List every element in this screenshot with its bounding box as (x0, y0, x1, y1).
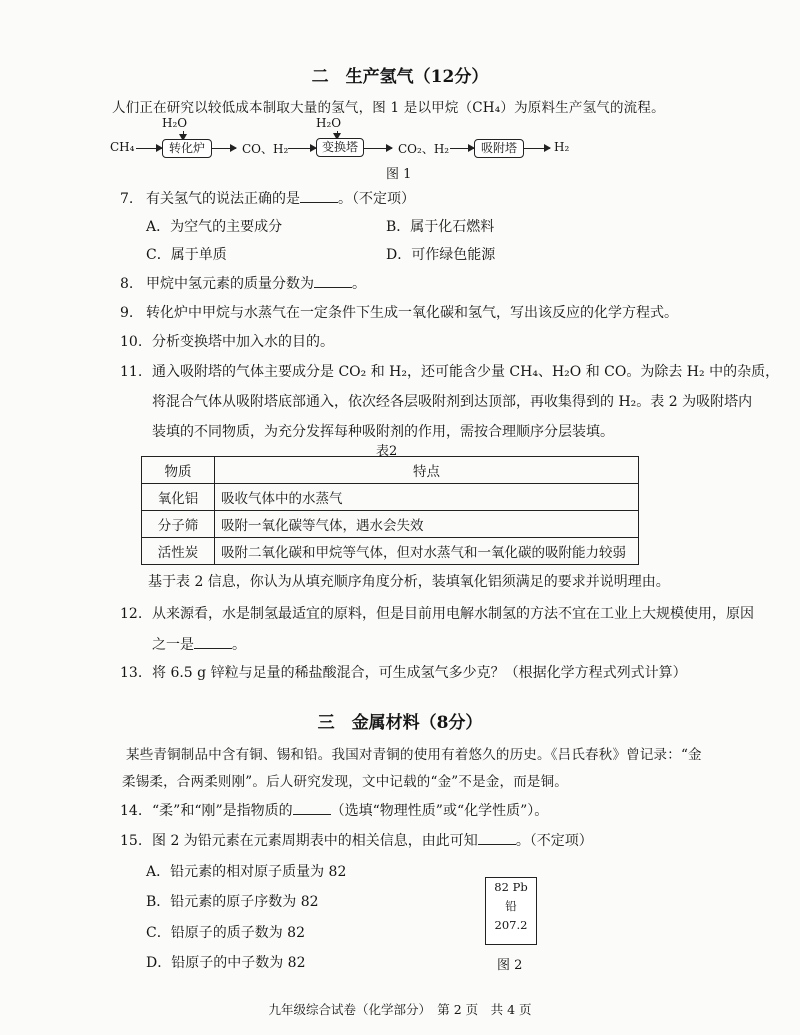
flow-box-shift: 变换塔 (316, 138, 364, 157)
question-text-line-1: 从来源看，水是制氢最适宜的原料，但是目前用电解水制氢的方法不宜在工业上大规模使用，原因 (152, 606, 754, 622)
section-title-hydrogen: 二 生产氢气（12分） (311, 67, 489, 87)
question-text: “柔”和“刚”是指物质的 (152, 803, 293, 819)
table-header-row (142, 457, 639, 484)
answer-blank[interactable] (293, 802, 331, 815)
question-text: 之一是 (152, 637, 194, 653)
table-2 (141, 456, 639, 565)
question-11-followup: 基于表 2 信息，你认为从填充顺序角度分析，装填氧化铝须满足的要求并说明理由。 (148, 574, 670, 590)
arrow-right-icon (136, 148, 162, 149)
table-row (142, 538, 639, 565)
arrow-right-icon (364, 148, 392, 149)
q7-option-a: A．为空气的主要成分 (146, 219, 283, 235)
question-text: 。（不定项） (338, 191, 415, 207)
table-cell: 吸附一氧化碳等气体，遇水会失效 (215, 511, 639, 538)
section-3-intro-line-1: 某些青铜制品中含有铜、锡和铅。我国对青铜的使用有着悠久的历史。《吕氏春秋》曾记录：“金 (126, 747, 702, 763)
question-text: 有关氢气的说法正确的是 (146, 191, 300, 207)
question-11-line-2: 将混合气体从吸附塔底部通入，依次经各层吸附剂到达顶部，再收集得到的 H₂。表 2 为吸附塔内 (152, 394, 753, 410)
section-intro: 人们正在研究以较低成本制取大量的氢气，图 1 是以甲烷（CH₄）为原料生产氢气的流程。 (112, 100, 665, 116)
question-11 (120, 361, 779, 381)
question-number: 12. (120, 606, 143, 622)
table-2-caption: 表2 (376, 444, 398, 459)
question-text: 。 (352, 276, 366, 292)
element-number-symbol: 82 Pb (494, 880, 528, 894)
question-number: 10. (120, 334, 143, 350)
question-13 (120, 662, 687, 682)
figure-2-caption: 图 2 (497, 958, 523, 973)
answer-blank[interactable] (194, 636, 232, 649)
element-name: 铅 (505, 899, 517, 913)
question-8 (120, 273, 366, 293)
page-footer: 九年级综合试卷（化学部分） 第 2 页 共 4 页 (268, 1002, 532, 1017)
element-atomic-mass: 207.2 (494, 918, 528, 932)
arrow-right-icon (450, 148, 474, 149)
q7-option-c: C．属于单质 (146, 247, 227, 263)
question-text: 分析变换塔中加入水的目的。 (152, 334, 334, 350)
section-3-intro-line-2: 柔锡柔，合两柔则刚”。后人研究发现，文中记载的“金”不是金，而是铜。 (122, 774, 569, 790)
question-9 (120, 302, 678, 322)
figure-1-caption: 图 1 (386, 167, 412, 182)
q7-option-b: B．属于化石燃料 (386, 219, 495, 235)
question-11-line-3: 装填的不同物质，为充分发挥每种吸附剂的作用，需按合理顺序分层装填。 (152, 424, 614, 440)
flow-box-adsorber: 吸附塔 (474, 139, 524, 158)
q7-option-d: D．可作绿色能源 (386, 247, 496, 263)
question-number: 15. (120, 833, 143, 849)
question-text: 转化炉中甲烷与水蒸气在一定条件下生成一氧化碳和氢气，写出该反应的化学方程式。 (146, 305, 678, 321)
flow-water-1: H₂O (162, 116, 188, 130)
lead-element-cell (485, 877, 537, 945)
q15-option-a: A．铅元素的相对原子质量为 82 (146, 864, 347, 880)
question-15 (120, 830, 593, 850)
table-header-cell: 特点 (215, 457, 639, 484)
answer-blank[interactable] (300, 190, 338, 203)
question-text: 。（不定项） (515, 833, 593, 849)
question-12 (120, 603, 754, 623)
table-cell: 分子筛 (142, 511, 215, 538)
q15-option-c: C．铅原子的质子数为 82 (146, 925, 305, 941)
flow-input-ch4: CH₄ (110, 140, 135, 154)
flow-water-2: H₂O (316, 116, 342, 130)
question-number: 13. (120, 665, 143, 681)
answer-blank[interactable] (478, 832, 516, 845)
arrow-right-icon (212, 148, 236, 149)
table-cell: 活性炭 (142, 538, 215, 565)
q15-option-d: D．铅原子的中子数为 82 (146, 955, 306, 971)
table-row (142, 484, 639, 511)
table-cell: 吸收气体中的水蒸气 (215, 484, 639, 511)
table-cell: 氧化铝 (142, 484, 215, 511)
q15-option-b: B．铅元素的原子序数为 82 (146, 894, 319, 910)
section-title-metals: 三 金属材料（8分） (317, 713, 483, 733)
flow-mid-co2-h2: CO₂、H₂ (398, 142, 450, 156)
answer-blank[interactable] (314, 275, 352, 288)
question-text-line-1: 通入吸附塔的气体主要成分是 CO₂ 和 H₂，还可能含少量 CH₄、H₂O 和 CO。为除去 H₂ 中的杂质， (152, 364, 780, 380)
question-14 (120, 800, 548, 820)
flow-mid-co-h2: CO、H₂ (242, 142, 289, 156)
question-text: （选填“物理性质”或“化学性质”）。 (330, 803, 549, 819)
question-number: 14. (120, 803, 143, 819)
question-10 (120, 331, 334, 351)
question-number: 11. (120, 364, 143, 380)
question-text: 。 (232, 637, 246, 653)
flow-box-reformer: 转化炉 (162, 139, 212, 158)
flow-output-h2: H₂ (554, 140, 570, 154)
table-cell: 吸附二氧化碳和甲烷等气体，但对水蒸气和一氧化碳的吸附能力较弱 (215, 538, 639, 565)
arrow-right-icon (524, 148, 550, 149)
question-number: 8. (120, 276, 134, 292)
question-text: 将 6.5 g 锌粒与足量的稀盐酸混合，可生成氢气多少克？（根据化学方程式列式计算） (152, 665, 687, 681)
table-row (142, 511, 639, 538)
table-header-cell: 物质 (142, 457, 215, 484)
question-7 (120, 188, 415, 208)
arrow-right-icon (288, 148, 316, 149)
question-number: 7. (120, 191, 134, 207)
question-text: 图 2 为铅元素在元素周期表中的相关信息，由此可知 (152, 833, 478, 849)
question-12-line-2 (152, 634, 246, 654)
question-text: 甲烷中氢元素的质量分数为 (146, 276, 314, 292)
question-number: 9. (120, 305, 134, 321)
